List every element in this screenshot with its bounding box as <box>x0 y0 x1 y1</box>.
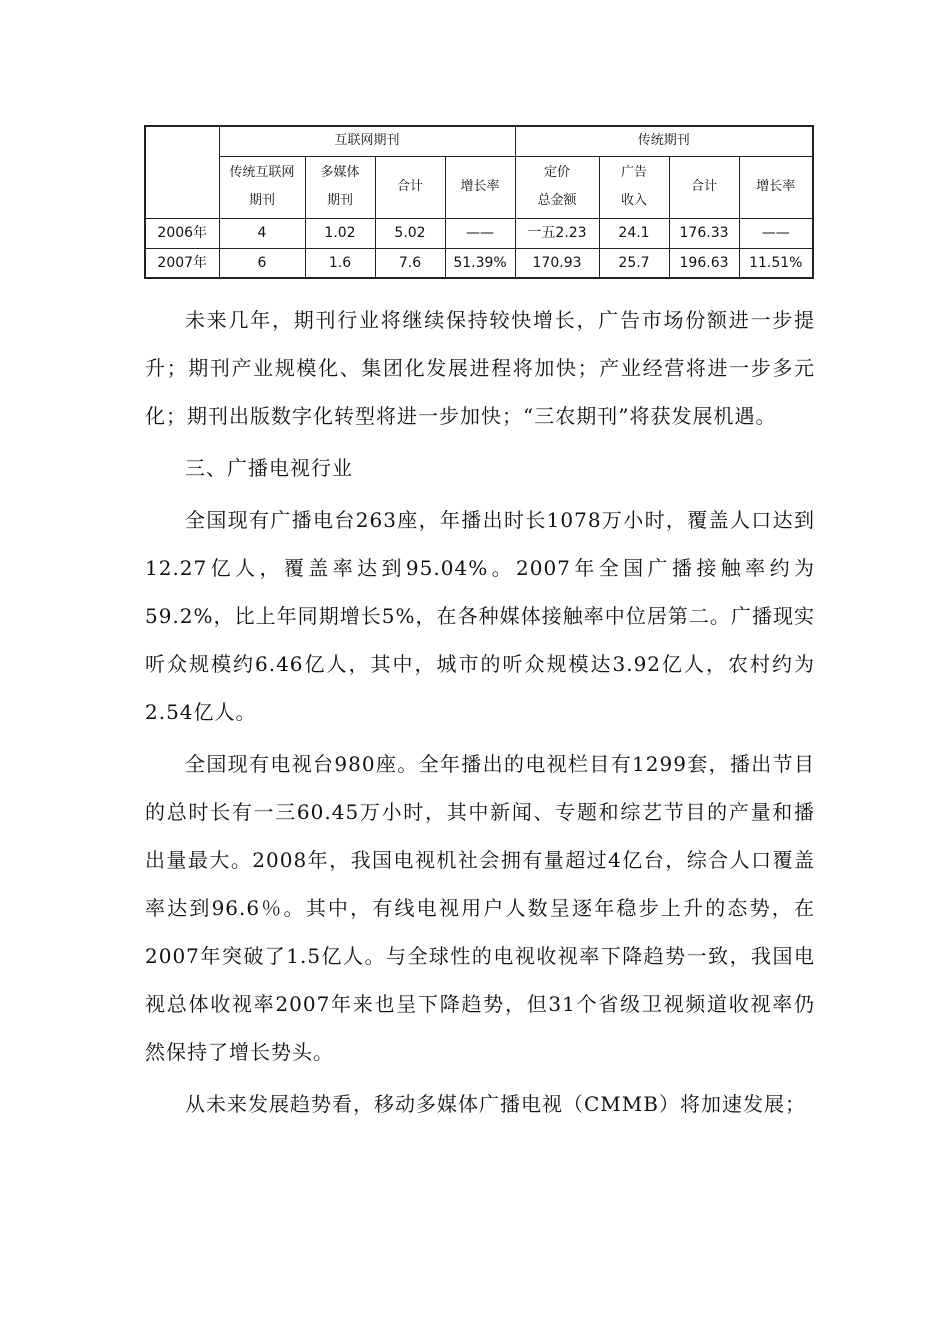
sub-header-cell: 增长率 <box>445 156 515 218</box>
table-cell: 一五2.23 <box>515 218 599 248</box>
table-cell: 6 <box>219 248 305 278</box>
row-year-cell: 2007年 <box>145 248 219 278</box>
section-heading-broadcast: 三、广播电视行业 <box>185 456 353 480</box>
table-cell: —— <box>445 218 515 248</box>
table-cell: 170.93 <box>515 248 599 278</box>
paragraph-periodical-outlook: 未来几年，期刊行业将继续保持较快增长，广告市场份额进一步提升；期刊产业规模化、集团化发展进程将加快；产业经营将进一步多元化；期刊出版数字化转型将进一步加快；“三农期刊”将获发展机遇。 <box>145 308 815 428</box>
table-cell: 25.7 <box>599 248 669 278</box>
table-cell: 4 <box>219 218 305 248</box>
table-cell: 196.63 <box>669 248 739 278</box>
periodical-stats-table <box>144 125 814 279</box>
table-cell: 51.39% <box>445 248 515 278</box>
table-corner-cell <box>145 126 219 218</box>
sub-header-cell: 广告 收入 <box>599 156 669 218</box>
paragraph-future-trend: 从未来发展趋势看，移动多媒体广播电视（CMMB）将加速发展； <box>185 1092 806 1116</box>
group-header-traditional: 传统期刊 <box>515 126 813 156</box>
table-cell: 5.02 <box>375 218 445 248</box>
sub-header-cell: 传统互联网 期刊 <box>219 156 305 218</box>
sub-header-cell: 合计 <box>375 156 445 218</box>
paragraph-radio-stats: 全国现有广播电台263座，年播出时长1078万小时，覆盖人口达到12.27亿人，覆盖率达到95.04%。2007年全国广播接触率约为59.2%，比上年同期增长5%，在各种媒体接触率中位居第二。广播现实听众规模约6.46亿人，其中，城市的听众规模达3.92亿人，农村约为2.54亿人。 <box>145 508 815 724</box>
sub-header-cell: 多媒体 期刊 <box>305 156 375 218</box>
body-text <box>145 296 815 1128</box>
table-cell: 24.1 <box>599 218 669 248</box>
table-cell: 176.33 <box>669 218 739 248</box>
table-row <box>145 248 813 278</box>
table-cell: 1.02 <box>305 218 375 248</box>
table-group-header-row <box>145 126 813 156</box>
table-sub-header-row <box>145 156 813 218</box>
sub-header-cell: 合计 <box>669 156 739 218</box>
table-cell: —— <box>739 218 813 248</box>
table-cell: 1.6 <box>305 248 375 278</box>
group-header-internet: 互联网期刊 <box>219 126 515 156</box>
sub-header-cell: 增长率 <box>739 156 813 218</box>
paragraph-tv-stats: 全国现有电视台980座。全年播出的电视栏目有1299套，播出节目的总时长有一三60.45万小时，其中新闻、专题和综艺节目的产量和播出量最大。2008年，我国电视机社会拥有量超过4亿台，综合人口覆盖率达到96.6％。其中，有线电视用户人数呈逐年稳步上升的态势，在2007年突破了1.5亿人。与全球性的电视收视率下降趋势一致，我国电视总体收视率2007年来也呈下降趋势，但31个省级卫视频道收视率仍然保持了增长势头。 <box>145 752 815 1064</box>
row-year-cell: 2006年 <box>145 218 219 248</box>
sub-header-cell: 定价 总金额 <box>515 156 599 218</box>
table-cell: 11.51% <box>739 248 813 278</box>
table-cell: 7.6 <box>375 248 445 278</box>
table-row <box>145 218 813 248</box>
